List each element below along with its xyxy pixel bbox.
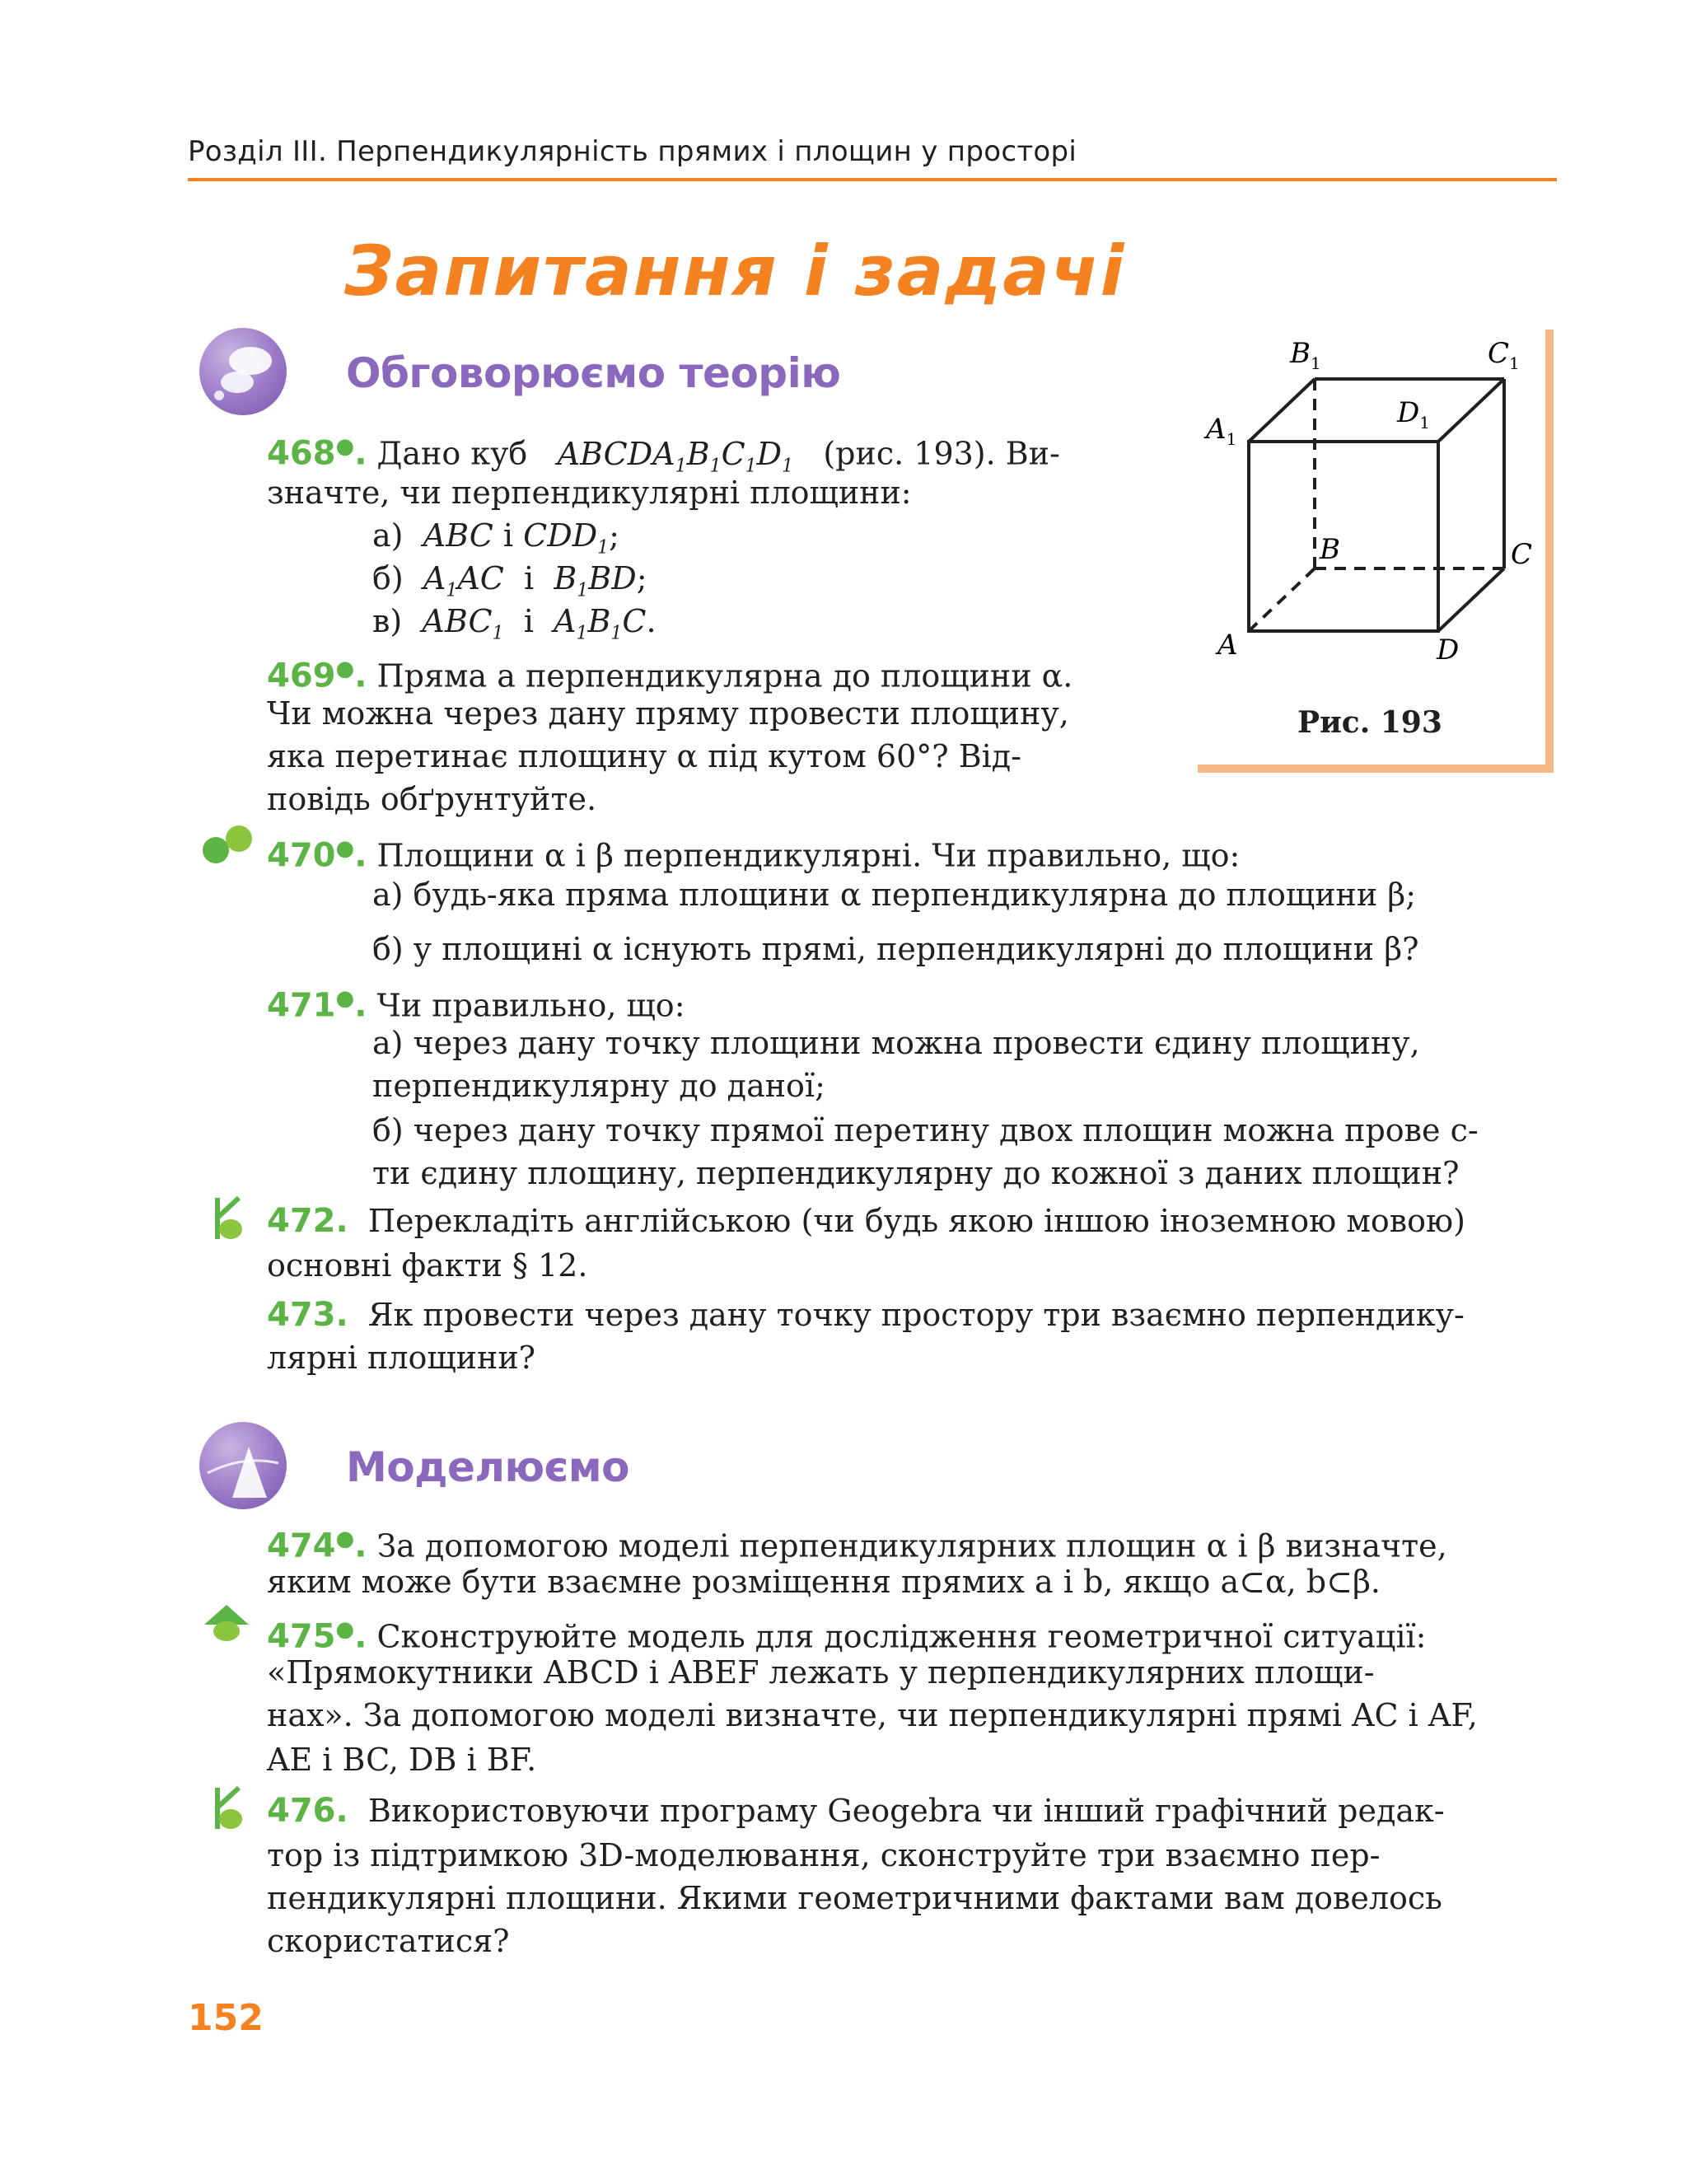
section-title-modeling: Моделюємо [346, 1443, 629, 1491]
section-title-theory: Обговорюємо теорію [346, 349, 841, 397]
problem-476-line1: 476. Використовуючи програму Geogebra чи інший графічний редак- [267, 1792, 1445, 1830]
label-A: A [1217, 629, 1238, 662]
problem-475-line2: «Прямокутники ABCD і ABEF лежать у перпендикулярних площи- [267, 1654, 1375, 1691]
problem-468-line2: значте, чи перпендикулярні площини: [267, 475, 912, 511]
problem-469-line1: 469●. Пряма a перпендикулярна до площини α. [267, 657, 1073, 695]
house-icon [201, 1602, 252, 1651]
problem-471-b1: б) через дану точку прямої перетину двох площин можна прове с- [372, 1112, 1479, 1148]
problem-469-line3: яка перетинає площину α під кутом 60°? Від- [267, 738, 1022, 774]
label-C: C [1511, 538, 1533, 571]
problem-468-line1: 468●. Дано куб $ABCDA_1B_1C_1D_1$ (рис. 193). Ви- [267, 434, 1060, 477]
problem-469-line2: Чи можна через дану пряму провести площину, [267, 695, 1069, 732]
label-B1: $B_1$ [1290, 337, 1321, 373]
problem-476-line2: тор із підтримкою 3D-моделювання, сконструйте три взаємно пер- [267, 1837, 1381, 1873]
problem-475-line3: нах». За допомогою моделі визначте, чи перпендикулярні прямі AC і AF, [267, 1697, 1478, 1733]
page-number: 152 [188, 1997, 264, 2039]
problem-468-b: б) $A_1AC$ і $B_1BD$; [372, 560, 647, 601]
problem-475-line1: 475●. Сконструюйте модель для дослідження геометричної ситуації: [267, 1617, 1427, 1656]
label-B: B [1320, 533, 1340, 566]
header-rule [188, 178, 1557, 181]
problem-475-line4: AE і BC, DB і BF. [267, 1742, 537, 1778]
running-header: Розділ III. Перпендикулярність прямих і площин у просторі [188, 135, 1077, 168]
problem-468-c: в) $ABC_1$ і $A_1B_1C$. [372, 603, 657, 644]
label-D: D [1437, 634, 1460, 666]
problem-471-a2: перпендикулярну до даної; [372, 1068, 825, 1104]
label-C1: $C_1$ [1488, 337, 1520, 373]
problem-472-line1: 472. Перекладіть англійською (чи будь якою іншою іноземною мовою) [267, 1202, 1465, 1240]
label-D1: $D_1$ [1397, 396, 1430, 433]
figure-caption: Рис. 193 [1297, 705, 1442, 740]
problem-471-line1: 471●. Чи правильно, що: [267, 986, 685, 1025]
figure-frame-bottom [1198, 765, 1554, 773]
problem-471-a1: а) через дану точку площини можна провести єдину площину, [372, 1025, 1420, 1061]
problem-471-b2: ти єдину площину, перпендикулярну до кожної з даних площин? [372, 1155, 1460, 1191]
problem-470-b: б) у площині α існують прямі, перпендикулярні до площини β? [372, 931, 1419, 967]
problem-number: 468 [267, 434, 336, 473]
problem-476-line4: скористатися? [267, 1923, 510, 1959]
problem-469-line4: повідь обґрунтуйте. [267, 781, 597, 817]
green-dots-icon [199, 821, 257, 873]
problem-472-line2: основні факти § 12. [267, 1247, 588, 1284]
problem-474-line1: 474●. За допомогою моделі перпендикулярних площин α і β визначте, [267, 1527, 1447, 1565]
problem-468-a: а) ABC і $CDD_1$; [372, 517, 619, 559]
problem-470-a: а) будь-яка пряма площини α перпендикулярна до площини β; [372, 877, 1417, 913]
cube-figure [1194, 330, 1549, 676]
figure-frame-right [1545, 330, 1554, 771]
problem-476-line3: пендикулярні площини. Якими геометричними фактами вам довелось [267, 1880, 1442, 1916]
problem-470-line1: 470●. Площини α і β перпендикулярні. Чи правильно, що: [267, 836, 1241, 875]
k-leaf-icon [203, 1193, 249, 1247]
speech-bubble-icon [199, 328, 287, 415]
k-leaf-icon [203, 1783, 249, 1837]
problem-473-line1: 473. Як провести через дану точку простору три взаємно перпендику- [267, 1296, 1465, 1334]
label-A1: $A_1$ [1206, 413, 1237, 449]
problem-473-line2: лярні площини? [267, 1340, 536, 1376]
page-title: Запитання і задачі [344, 231, 1126, 311]
cone-icon [199, 1422, 287, 1509]
problem-474-line2: яким може бути взаємне розміщення прямих a і b, якщо a⊂α, b⊂β. [267, 1564, 1381, 1600]
